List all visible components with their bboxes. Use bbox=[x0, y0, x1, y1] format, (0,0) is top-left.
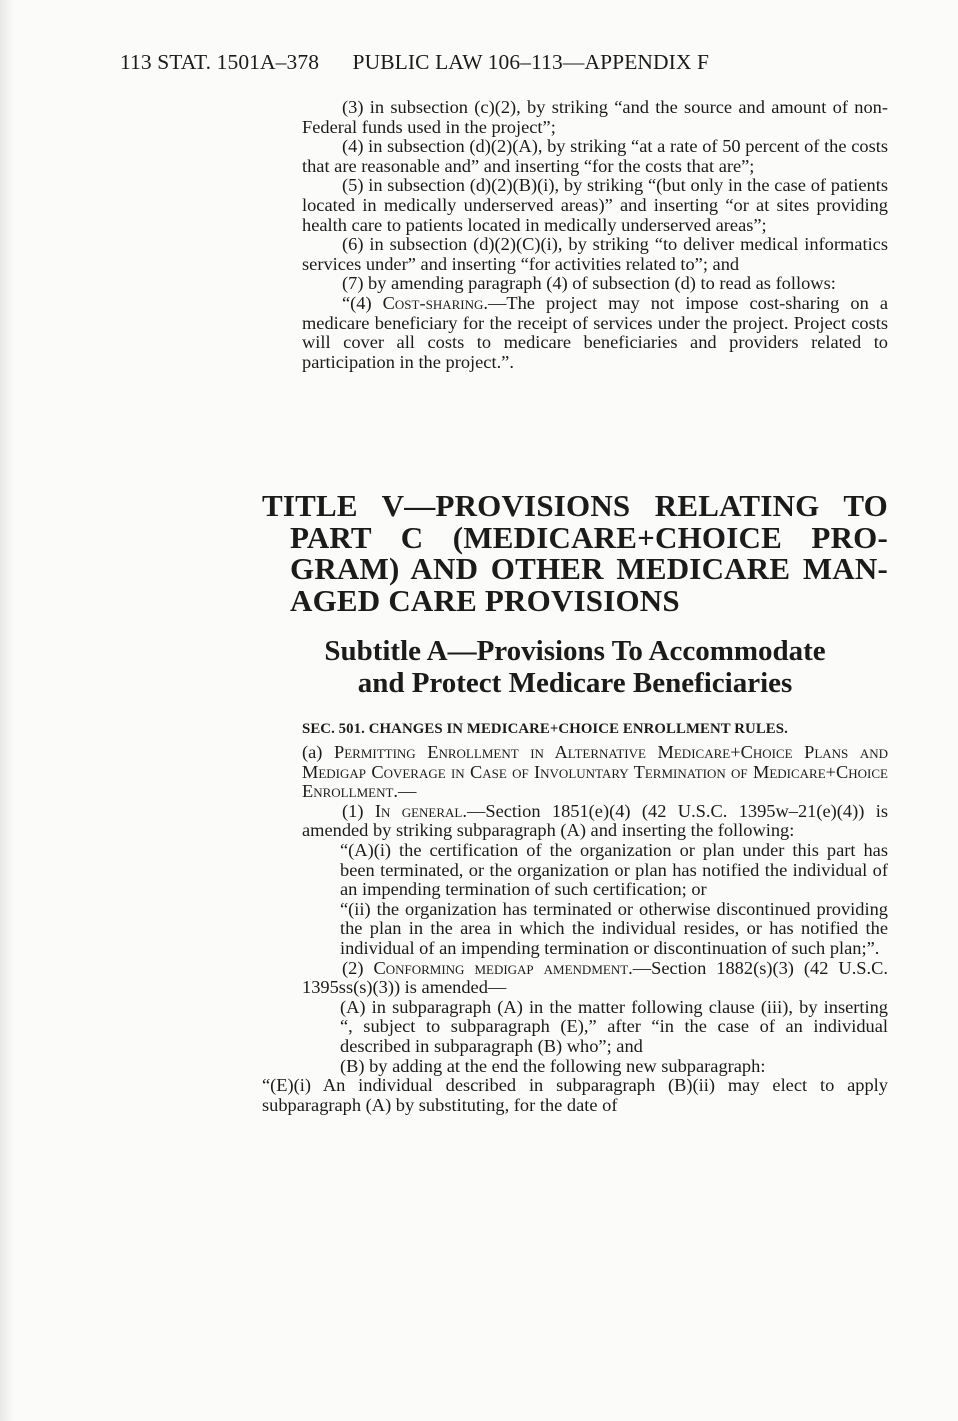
paragraph-1-label: (1) bbox=[342, 800, 364, 821]
title-line-4: AGED CARE PROVISIONS bbox=[290, 582, 680, 618]
subsection-a-title: Permitting Enrollment in Alternative Medicare+Choice Plans and Medigap Coverage in Case of Involuntary Termination of Medicare+Choice Enrollment. bbox=[302, 742, 888, 802]
quote-e-i: “(E)(i) An individual described in subparagraph (B)(ii) may elect to apply subparagraph (A) by substituting, for the date of bbox=[262, 1075, 888, 1115]
running-header bbox=[120, 50, 709, 75]
quote-a-ii: “(ii) the organization has terminated or otherwise discontinued providing the plan in the area in which the individual resides, or has notified the individual of an impending termination or discontinuation of such plan;”. bbox=[340, 898, 888, 958]
quote-a-i: “(A)(i) the certification of the organization or plan under this part has been terminated, or the organization or plan has notified the individual of an impending termination of such certification; or bbox=[340, 839, 888, 900]
amendment-item-3: (3) in subsection (c)(2), by striking “and the source and amount of non-Federal funds used in the project”; bbox=[302, 97, 888, 137]
cost-sharing-text: —The project may not impose cost-sharing on a medicare beneficiary for the receipt of services under the project. Project costs will cover all costs to medicare beneficiaries and providers related to participation in the project.”. bbox=[302, 292, 888, 372]
paragraph-2-heading: Conforming medigap amendment. bbox=[373, 957, 633, 978]
section-heading: SEC. 501. CHANGES IN MEDICARE+CHOICE ENROLLMENT RULES. bbox=[302, 721, 788, 737]
subtitle-line-2: and Protect Medicare Beneficiaries bbox=[357, 666, 793, 699]
title-heading bbox=[262, 490, 888, 616]
title-line-3: GRAM) AND OTHER MEDICARE MAN- bbox=[290, 551, 888, 586]
page-edge-shadow bbox=[0, 0, 14, 1421]
subsection-a-label: (a) bbox=[302, 742, 323, 762]
amendment-item-6: (6) in subsection (d)(2)(C)(i), by striking “to deliver medical informatics services under” and inserting “for activities related to”; and bbox=[302, 234, 888, 274]
paragraph-1-heading: In general. bbox=[374, 800, 467, 821]
amendment-item-7: (7) by amending paragraph (4) of subsection (d) to read as follows: bbox=[342, 273, 836, 294]
section-501-text bbox=[262, 743, 888, 1115]
law-title: PUBLIC LAW 106–113—APPENDIX F bbox=[352, 50, 710, 74]
page-number: 113 STAT. 1501A–378 bbox=[120, 50, 320, 74]
subparagraph-b: (B) by adding at the end the following new subparagraph: bbox=[340, 1055, 766, 1076]
subsection-a-dash: — bbox=[398, 781, 417, 802]
subsection-a-heading bbox=[262, 743, 888, 802]
paragraph-1-text: —Section 1851(e)(4) (42 U.S.C. 1395w–21(e)(4)) is amended by striking subparagraph (A) and inserting the following: bbox=[302, 800, 888, 841]
paragraph-1 bbox=[262, 802, 888, 841]
cost-sharing-paragraph bbox=[302, 294, 888, 372]
paragraph-2-label: (2) bbox=[342, 957, 364, 978]
amendment-item-4: (4) in subsection (d)(2)(A), by striking “at a rate of 50 percent of the costs that are reasonable and” and inserting “for the costs that are”; bbox=[302, 136, 888, 176]
subtitle-heading bbox=[262, 636, 888, 699]
cost-sharing-heading: “(4) Cost-sharing. bbox=[342, 292, 488, 313]
title-line-1: TITLE V—PROVISIONS RELATING TO bbox=[262, 488, 888, 523]
title-line-2: PART C (MEDICARE+CHOICE PRO- bbox=[290, 519, 888, 555]
amendment-item-5: (5) in subsection (d)(2)(B)(i), by striking “(but only in the case of patients located in medically underserved areas)” and inserting “or at sites providing health care to patients located in medically underserved areas”; bbox=[302, 175, 888, 235]
paragraph-2 bbox=[262, 959, 888, 998]
subparagraph-a: (A) in subparagraph (A) in the matter following clause (iii), by inserting “, subject to subparagraph (E),” after “in the case of an individual described in subparagraph (B) who”; and bbox=[340, 996, 888, 1056]
subtitle-line-1: Subtitle A—Provisions To Accommodate bbox=[324, 635, 826, 667]
upper-text-block bbox=[302, 98, 888, 372]
paragraph-2-text: —Section 1882(s)(3) (42 U.S.C. 1395ss(s)(3)) is amended— bbox=[302, 957, 888, 998]
